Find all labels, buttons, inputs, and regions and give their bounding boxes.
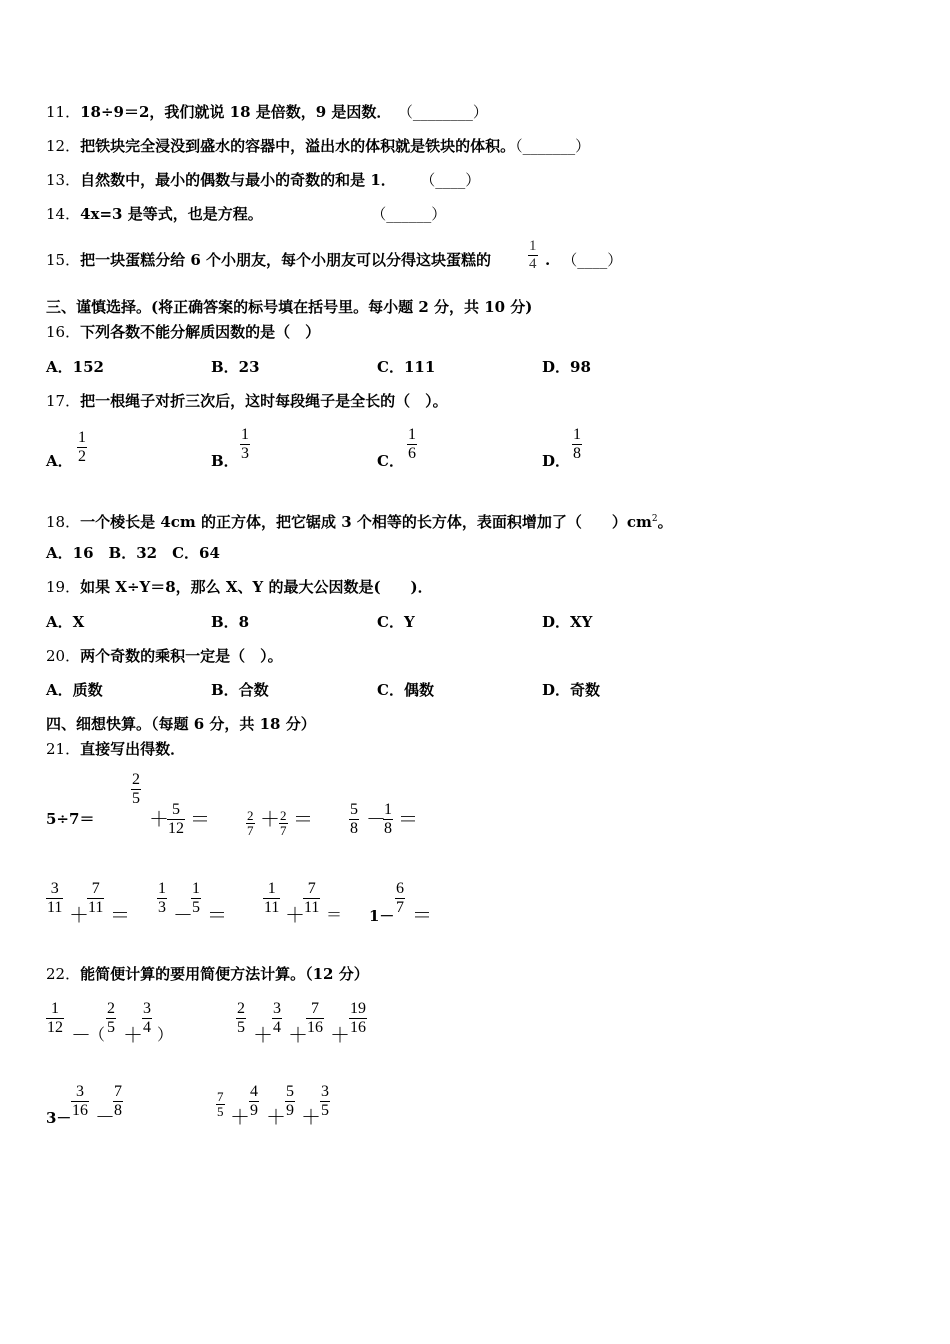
numerator: 1 [158,880,166,897]
question-number: 20． [46,647,81,665]
option-a[interactable]: A．152 [46,358,104,376]
question-18 [46,509,673,532]
numerator: 7 [311,1000,319,1017]
question-16 [46,322,320,342]
fraction-option-c [407,426,417,463]
question-number: 21． [46,740,81,758]
numerator: 5 [172,801,180,818]
plus-sign: ＋ [230,1105,250,1129]
fraction [106,1000,116,1037]
close-paren: ） [157,1025,174,1044]
denominator: 4 [273,1019,281,1036]
fraction [157,880,167,917]
denominator: 11 [304,899,320,916]
denominator: 11 [47,899,63,916]
open-paren: （ [89,1025,106,1044]
denominator: 7 [396,899,404,916]
fraction [46,880,63,917]
question-20 [46,646,283,666]
denominator: 11 [264,899,280,916]
fraction [349,801,359,838]
plus-sign: ＋ [288,1023,308,1047]
numerator: 1 [529,238,537,254]
fraction [167,801,185,838]
question-13 [46,170,480,190]
option-d[interactable]: D．98 [542,358,591,376]
question-11 [46,102,488,122]
fraction-option-b [240,426,250,463]
equals-sign: ＝ [190,807,210,831]
question-text: 自然数中，最小的偶数与最小的奇数的和是 1． [80,171,396,189]
denominator: 7 [280,823,287,838]
question-number: 19． [46,578,81,596]
equals-sign: ＝ [398,807,418,831]
denominator: 3 [158,899,166,916]
option-d[interactable]: D．奇数 [542,681,601,699]
answer-blank[interactable]: （______） [378,205,447,223]
numerator: 2 [280,808,287,823]
fraction [306,1000,324,1037]
plus-sign: ＋ [253,1023,273,1047]
option-c[interactable]: C．偶数 [377,681,434,699]
question-15 [46,250,491,270]
fraction [528,238,538,273]
question-number: 22． [46,965,81,983]
option-b[interactable]: B．8 [211,613,250,631]
question-21 [46,739,185,759]
denominator: 12 [168,820,184,837]
numerator: 7 [114,1083,122,1100]
option-d[interactable]: D．XY [542,613,593,631]
section-heading-4: 四、细想快算。（每题 6 分，共 18 分） [46,715,316,733]
question-number: 15． [46,251,81,269]
fraction [285,1083,295,1120]
question-17 [46,391,448,411]
question-text: 直接写出得数． [80,740,186,758]
equals-sign: ＝ [412,903,432,927]
denominator: 5 [237,1019,245,1036]
fraction [349,1000,367,1037]
denominator: 16 [307,1019,323,1036]
minus-sign: － [173,903,193,927]
numerator: 19 [350,1000,366,1017]
fraction [191,880,201,917]
question-15-tail [545,250,622,270]
denominator: 4 [143,1019,151,1036]
answer-blank[interactable]: （____） [562,251,623,269]
question-text: 4x=3 是等式，也是方程。 [80,205,263,223]
denominator: 8 [114,1102,122,1119]
option-a[interactable]: A． [46,452,73,470]
question-number: 12． [46,137,81,155]
denominator: 9 [286,1102,294,1119]
denominator: 9 [250,1102,258,1119]
option-a[interactable]: A．X [46,613,85,631]
question-text: 如果 X÷Y＝8，那么 X、Y 的最大公因数是( )． [80,578,433,596]
option-b[interactable]: B．23 [211,358,260,376]
plus-sign: ＋ [69,903,89,927]
fraction [113,1083,123,1120]
denominator: 5 [132,790,140,807]
numerator: 1 [241,426,249,443]
section-heading-3: 三、谨慎选择。(将正确答案的标号填在括号里。每小题 2 分，共 10 分) [46,298,533,316]
one-minus: 1－ [369,907,395,925]
fraction [272,1000,282,1037]
numerator: 5 [350,801,358,818]
fraction [279,809,288,838]
fraction-option-a [77,429,87,466]
fraction [46,1000,64,1037]
denominator: 8 [350,820,358,837]
fraction [303,880,320,917]
question-19 [46,577,433,597]
numerator: 3 [50,880,59,897]
minus-sign: － [366,807,386,831]
numerator: 1 [573,426,581,443]
plus-sign: ＋ [301,1105,321,1129]
option-d[interactable]: D． [542,452,571,470]
question-number: 13． [46,171,81,189]
numerator: 7 [217,1089,224,1104]
numerator: 2 [247,808,254,823]
expression-5-div-7: 5÷7＝ [46,810,95,828]
option-b[interactable]: B．合数 [211,681,269,699]
numerator: 7 [91,880,100,897]
option-c[interactable]: C． [377,452,404,470]
numerator: 3 [273,1000,281,1017]
answer-blank[interactable]: （________） [405,103,488,121]
plus-sign: ＋ [285,903,305,927]
options-inline[interactable]: A．16 B．32 C．64 [46,544,220,562]
plus-sign: ＋ [260,807,280,831]
fraction [249,1083,259,1120]
question-number: 14． [46,205,81,223]
denominator: 4 [529,256,537,272]
fraction [71,1083,89,1120]
equals-sign: ＝ [326,905,343,924]
question-text: 把一根绳子对折三次后，这时每段绳子是全长的（ ）。 [80,392,448,410]
fraction [263,880,280,917]
question-text: 能简便计算的要用简便方法计算。（12 分） [80,965,369,983]
denominator: 5 [107,1019,115,1036]
question-number: 16． [46,323,81,341]
question-number: 11． [46,103,81,121]
denominator: 12 [47,1019,63,1036]
denominator: 11 [88,899,104,916]
question-12 [46,136,590,156]
option-c[interactable]: C．Y [377,613,415,631]
denominator: 7 [247,823,254,838]
question-text: 一个棱长是 4cm 的正方体，把它锯成 3 个相等的长方体，表面积增加了（ ）cm [80,513,652,531]
fraction [395,880,405,917]
period: 。 [657,513,673,531]
fraction [87,880,104,917]
denominator: 2 [78,448,86,465]
denominator: 5 [192,899,200,916]
numerator: 1 [192,880,200,897]
question-text: 18÷9＝2，我们就说 18 是倍数，9 是因数． [80,103,392,121]
answer-blank[interactable]: （____） [427,171,481,189]
numerator: 3 [76,1083,84,1100]
plus-sign: ＋ [330,1023,350,1047]
denominator: 3 [241,445,249,462]
plus-sign: ＋ [149,807,169,831]
numerator: 7 [307,880,316,897]
plus-sign: ＋ [266,1105,286,1129]
question-number: 17． [46,392,81,410]
numerator: 4 [250,1083,258,1100]
equals-sign: ＝ [110,903,130,927]
equals-sign: ＝ [207,903,227,927]
period: . [545,251,551,269]
numerator: 2 [107,1000,115,1017]
numerator: 1 [384,801,392,818]
plus-sign: ＋ [123,1023,143,1047]
numerator: 2 [237,1000,245,1017]
denominator: 5 [321,1102,329,1119]
question-text: 两个奇数的乘积一定是（ ）。 [80,647,283,665]
option-b[interactable]: B． [211,452,239,470]
option-a[interactable]: A．质数 [46,681,103,699]
fraction [246,809,255,838]
equals-sign: ＝ [293,807,313,831]
fraction [216,1090,225,1119]
numerator: 1 [51,1000,59,1017]
fraction [320,1083,330,1120]
question-text: 把一块蛋糕分给 6 个小朋友，每个小朋友可以分得这块蛋糕的 [80,251,491,269]
denominator: 16 [350,1019,366,1036]
denominator: 6 [408,445,416,462]
superscript: 2 [651,514,658,524]
denominator: 8 [573,445,581,462]
numerator: 3 [143,1000,151,1017]
three-minus: 3－ [46,1109,72,1127]
fraction [236,1000,246,1037]
question-14 [46,204,446,224]
numerator: 1 [408,426,416,443]
denominator: 5 [217,1104,224,1119]
denominator: 16 [72,1102,88,1119]
fraction-option-d [572,426,582,463]
numerator: 6 [396,880,404,897]
minus-sign: － [95,1105,115,1129]
question-text: 把铁块完全浸没到盛水的容器中，溢出水的体积就是铁块的体积。 [80,137,516,155]
fraction [383,801,393,838]
denominator: 8 [384,820,392,837]
question-22 [46,964,369,984]
numerator: 3 [321,1083,329,1100]
question-number: 18． [46,513,81,531]
numerator: 1 [78,429,86,446]
minus-sign: － [71,1023,91,1047]
numerator: 5 [286,1083,294,1100]
answer-blank[interactable]: （_______） [515,137,591,155]
question-text: 下列各数不能分解质因数的是（ ） [80,323,321,341]
fraction [131,771,141,808]
fraction [142,1000,152,1037]
option-c[interactable]: C．111 [377,358,436,376]
numerator: 2 [132,771,140,788]
numerator: 1 [267,880,276,897]
